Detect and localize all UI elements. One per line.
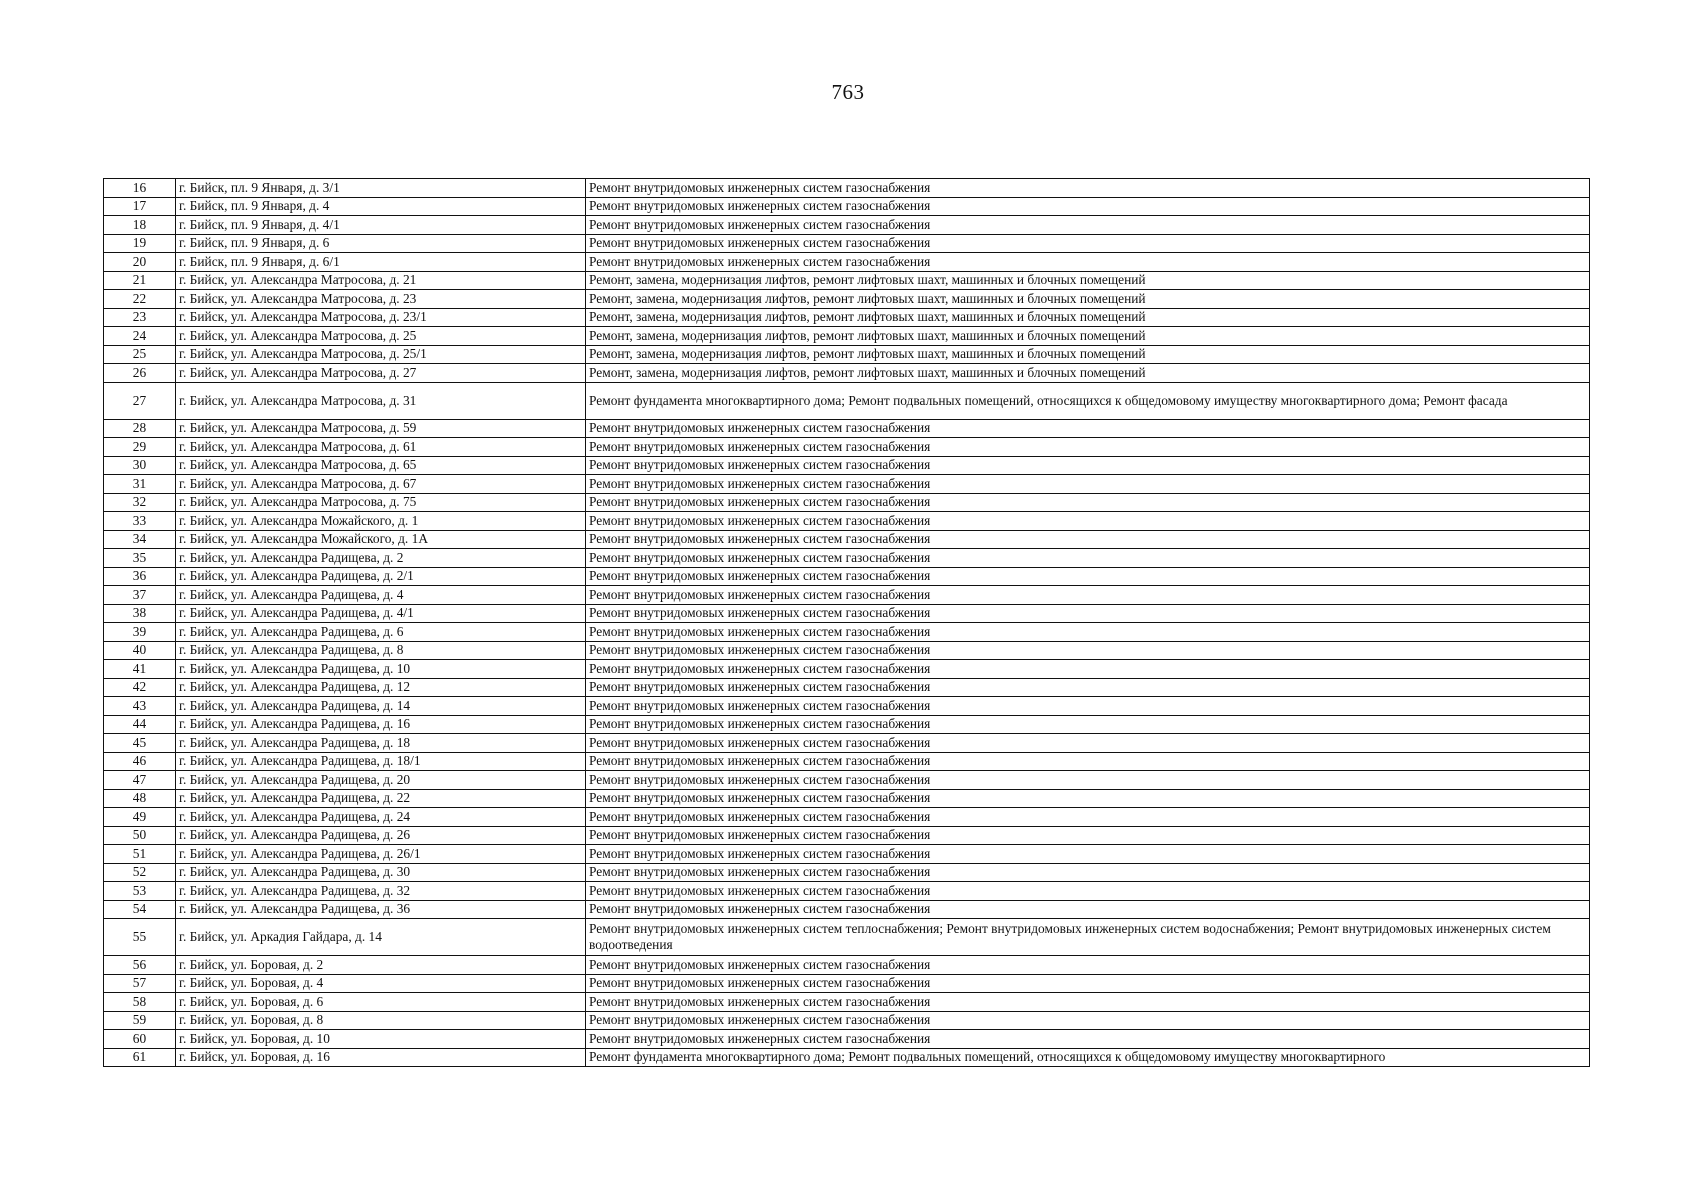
table-body [104, 179, 1590, 1067]
row-number-cell: 18 [104, 216, 176, 235]
row-number-cell: 45 [104, 734, 176, 753]
work-type-cell: Ремонт внутридомовых инженерных систем газоснабжения [586, 1011, 1590, 1030]
table-row [104, 678, 1590, 697]
work-type-cell: Ремонт внутридомовых инженерных систем газоснабжения [586, 678, 1590, 697]
address-cell: г. Бийск, ул. Александра Матросова, д. 31 [176, 382, 586, 419]
address-cell: г. Бийск, ул. Александра Радищева, д. 36 [176, 900, 586, 919]
work-type-cell: Ремонт внутридомовых инженерных систем газоснабжения [586, 197, 1590, 216]
table-row [104, 734, 1590, 753]
row-number-cell: 28 [104, 419, 176, 438]
address-cell: г. Бийск, ул. Боровая, д. 16 [176, 1048, 586, 1067]
address-cell: г. Бийск, ул. Александра Радищева, д. 16 [176, 715, 586, 734]
row-number-cell: 42 [104, 678, 176, 697]
address-cell: г. Бийск, ул. Александра Радищева, д. 2/1 [176, 567, 586, 586]
work-type-cell: Ремонт внутридомовых инженерных систем газоснабжения [586, 567, 1590, 586]
table-row [104, 308, 1590, 327]
address-cell: г. Бийск, ул. Александра Матросова, д. 75 [176, 493, 586, 512]
address-cell: г. Бийск, ул. Александра Матросова, д. 25 [176, 327, 586, 346]
table-row [104, 956, 1590, 975]
work-type-cell: Ремонт, замена, модернизация лифтов, ремонт лифтовых шахт, машинных и блочных помещений [586, 308, 1590, 327]
address-cell: г. Бийск, ул. Александра Радищева, д. 18 [176, 734, 586, 753]
row-number-cell: 41 [104, 660, 176, 679]
address-cell: г. Бийск, ул. Александра Матросова, д. 27 [176, 364, 586, 383]
work-type-cell: Ремонт, замена, модернизация лифтов, ремонт лифтовых шахт, машинных и блочных помещений [586, 290, 1590, 309]
work-type-cell: Ремонт внутридомовых инженерных систем газоснабжения [586, 530, 1590, 549]
row-number-cell: 46 [104, 752, 176, 771]
work-type-cell: Ремонт внутридомовых инженерных систем газоснабжения [586, 438, 1590, 457]
work-type-cell: Ремонт внутридомовых инженерных систем газоснабжения [586, 216, 1590, 235]
row-number-cell: 17 [104, 197, 176, 216]
row-number-cell: 59 [104, 1011, 176, 1030]
work-type-cell: Ремонт внутридомовых инженерных систем теплоснабжения; Ремонт внутридомовых инженерных систем водоснабжения; Ремонт внутридомовых инженерных систем водоотведения [586, 919, 1590, 956]
work-type-cell: Ремонт внутридомовых инженерных систем газоснабжения [586, 604, 1590, 623]
table-row [104, 345, 1590, 364]
table-row [104, 974, 1590, 993]
table-row [104, 456, 1590, 475]
address-cell: г. Бийск, ул. Александра Радищева, д. 24 [176, 808, 586, 827]
row-number-cell: 19 [104, 234, 176, 253]
address-cell: г. Бийск, ул. Александра Матросова, д. 65 [176, 456, 586, 475]
table-row [104, 993, 1590, 1012]
address-cell: г. Бийск, ул. Александра Матросова, д. 25/1 [176, 345, 586, 364]
address-cell: г. Бийск, ул. Александра Матросова, д. 23/1 [176, 308, 586, 327]
table-row [104, 826, 1590, 845]
address-cell: г. Бийск, ул. Александра Матросова, д. 23 [176, 290, 586, 309]
table-row [104, 493, 1590, 512]
row-number-cell: 35 [104, 549, 176, 568]
address-cell: г. Бийск, ул. Александра Радищева, д. 8 [176, 641, 586, 660]
table-row [104, 179, 1590, 198]
row-number-cell: 31 [104, 475, 176, 494]
row-number-cell: 56 [104, 956, 176, 975]
row-number-cell: 25 [104, 345, 176, 364]
table-row [104, 1011, 1590, 1030]
address-cell: г. Бийск, ул. Боровая, д. 10 [176, 1030, 586, 1049]
address-cell: г. Бийск, пл. 9 Января, д. 3/1 [176, 179, 586, 198]
table-row [104, 382, 1590, 419]
work-type-cell: Ремонт внутридомовых инженерных систем газоснабжения [586, 475, 1590, 494]
row-number-cell: 47 [104, 771, 176, 790]
table-row [104, 438, 1590, 457]
work-type-cell: Ремонт внутридомовых инженерных систем газоснабжения [586, 493, 1590, 512]
table-row [104, 549, 1590, 568]
row-number-cell: 24 [104, 327, 176, 346]
work-type-cell: Ремонт, замена, модернизация лифтов, ремонт лифтовых шахт, машинных и блочных помещений [586, 271, 1590, 290]
work-type-cell: Ремонт внутридомовых инженерных систем газоснабжения [586, 419, 1590, 438]
table-row [104, 197, 1590, 216]
row-number-cell: 34 [104, 530, 176, 549]
row-number-cell: 16 [104, 179, 176, 198]
row-number-cell: 36 [104, 567, 176, 586]
row-number-cell: 22 [104, 290, 176, 309]
work-type-cell: Ремонт фундамента многоквартирного дома; Ремонт подвальных помещений, относящихся к общедомовому имуществу многоквартирного [586, 1048, 1590, 1067]
row-number-cell: 58 [104, 993, 176, 1012]
address-cell: г. Бийск, ул. Александра Радищева, д. 30 [176, 863, 586, 882]
table-row [104, 567, 1590, 586]
table-row [104, 1030, 1590, 1049]
address-cell: г. Бийск, ул. Александра Радищева, д. 4/1 [176, 604, 586, 623]
row-number-cell: 52 [104, 863, 176, 882]
address-cell: г. Бийск, ул. Александра Матросова, д. 67 [176, 475, 586, 494]
address-cell: г. Бийск, ул. Александра Радищева, д. 14 [176, 697, 586, 716]
work-type-cell: Ремонт внутридомовых инженерных систем газоснабжения [586, 1030, 1590, 1049]
row-number-cell: 60 [104, 1030, 176, 1049]
table-row [104, 845, 1590, 864]
row-number-cell: 27 [104, 382, 176, 419]
row-number-cell: 48 [104, 789, 176, 808]
work-type-cell: Ремонт внутридомовых инженерных систем газоснабжения [586, 234, 1590, 253]
table-row [104, 900, 1590, 919]
work-type-cell: Ремонт внутридомовых инженерных систем газоснабжения [586, 586, 1590, 605]
work-type-cell: Ремонт внутридомовых инженерных систем газоснабжения [586, 697, 1590, 716]
address-cell: г. Бийск, ул. Александра Радищева, д. 26/1 [176, 845, 586, 864]
work-type-cell: Ремонт внутридомовых инженерных систем газоснабжения [586, 808, 1590, 827]
address-cell: г. Бийск, ул. Боровая, д. 6 [176, 993, 586, 1012]
work-type-cell: Ремонт внутридомовых инженерных систем газоснабжения [586, 789, 1590, 808]
address-cell: г. Бийск, пл. 9 Января, д. 6 [176, 234, 586, 253]
row-number-cell: 53 [104, 882, 176, 901]
row-number-cell: 57 [104, 974, 176, 993]
row-number-cell: 26 [104, 364, 176, 383]
address-cell: г. Бийск, ул. Александра Радищева, д. 2 [176, 549, 586, 568]
table-row [104, 752, 1590, 771]
row-number-cell: 30 [104, 456, 176, 475]
row-number-cell: 23 [104, 308, 176, 327]
work-type-cell: Ремонт внутридомовых инженерных систем газоснабжения [586, 660, 1590, 679]
work-type-cell: Ремонт фундамента многоквартирного дома; Ремонт подвальных помещений, относящихся к общедомовому имуществу многоквартирного дома; Ремонт фасада [586, 382, 1590, 419]
row-number-cell: 44 [104, 715, 176, 734]
row-number-cell: 51 [104, 845, 176, 864]
row-number-cell: 37 [104, 586, 176, 605]
address-cell: г. Бийск, ул. Александра Можайского, д. 1 [176, 512, 586, 531]
table-row [104, 586, 1590, 605]
table-row [104, 604, 1590, 623]
work-type-cell: Ремонт внутридомовых инженерных систем газоснабжения [586, 882, 1590, 901]
table-row [104, 919, 1590, 956]
address-cell: г. Бийск, пл. 9 Января, д. 4 [176, 197, 586, 216]
row-number-cell: 29 [104, 438, 176, 457]
row-number-cell: 61 [104, 1048, 176, 1067]
work-type-cell: Ремонт внутридомовых инженерных систем газоснабжения [586, 771, 1590, 790]
address-cell: г. Бийск, ул. Александра Радищева, д. 32 [176, 882, 586, 901]
address-cell: г. Бийск, ул. Александра Радищева, д. 22 [176, 789, 586, 808]
table-row [104, 863, 1590, 882]
table-row [104, 789, 1590, 808]
row-number-cell: 40 [104, 641, 176, 660]
work-type-cell: Ремонт внутридомовых инженерных систем газоснабжения [586, 826, 1590, 845]
table-row [104, 715, 1590, 734]
table-row [104, 475, 1590, 494]
table-row [104, 530, 1590, 549]
address-cell: г. Бийск, ул. Боровая, д. 2 [176, 956, 586, 975]
work-type-cell: Ремонт внутридомовых инженерных систем газоснабжения [586, 179, 1590, 198]
work-type-cell: Ремонт внутридомовых инженерных систем газоснабжения [586, 752, 1590, 771]
table-row [104, 512, 1590, 531]
work-type-cell: Ремонт внутридомовых инженерных систем газоснабжения [586, 512, 1590, 531]
table-row [104, 327, 1590, 346]
address-cell: г. Бийск, пл. 9 Января, д. 4/1 [176, 216, 586, 235]
address-cell: г. Бийск, ул. Аркадия Гайдара, д. 14 [176, 919, 586, 956]
table-row [104, 271, 1590, 290]
work-type-cell: Ремонт внутридомовых инженерных систем газоснабжения [586, 549, 1590, 568]
table-row [104, 216, 1590, 235]
row-number-cell: 54 [104, 900, 176, 919]
address-cell: г. Бийск, ул. Александра Радищева, д. 12 [176, 678, 586, 697]
work-type-cell: Ремонт внутридомовых инженерных систем газоснабжения [586, 253, 1590, 272]
row-number-cell: 50 [104, 826, 176, 845]
table-row [104, 234, 1590, 253]
page-number: 763 [831, 80, 865, 104]
table-row [104, 808, 1590, 827]
row-number-cell: 32 [104, 493, 176, 512]
table-row [104, 660, 1590, 679]
work-type-cell: Ремонт внутридомовых инженерных систем газоснабжения [586, 900, 1590, 919]
address-cell: г. Бийск, ул. Александра Радищева, д. 10 [176, 660, 586, 679]
work-type-cell: Ремонт внутридомовых инженерных систем газоснабжения [586, 956, 1590, 975]
address-cell: г. Бийск, ул. Боровая, д. 4 [176, 974, 586, 993]
row-number-cell: 55 [104, 919, 176, 956]
work-type-cell: Ремонт, замена, модернизация лифтов, ремонт лифтовых шахт, машинных и блочных помещений [586, 327, 1590, 346]
row-number-cell: 49 [104, 808, 176, 827]
address-cell: г. Бийск, ул. Александра Матросова, д. 21 [176, 271, 586, 290]
work-type-cell: Ремонт внутридомовых инженерных систем газоснабжения [586, 734, 1590, 753]
table-row [104, 1048, 1590, 1067]
table-row [104, 641, 1590, 660]
address-cell: г. Бийск, ул. Александра Матросова, д. 59 [176, 419, 586, 438]
address-cell: г. Бийск, ул. Александра Радищева, д. 6 [176, 623, 586, 642]
table-row [104, 290, 1590, 309]
row-number-cell: 43 [104, 697, 176, 716]
work-type-cell: Ремонт внутридомовых инженерных систем газоснабжения [586, 641, 1590, 660]
address-cell: г. Бийск, пл. 9 Января, д. 6/1 [176, 253, 586, 272]
row-number-cell: 33 [104, 512, 176, 531]
table-row [104, 419, 1590, 438]
address-cell: г. Бийск, ул. Александра Радищева, д. 4 [176, 586, 586, 605]
work-type-cell: Ремонт внутридомовых инженерных систем газоснабжения [586, 863, 1590, 882]
table-row [104, 364, 1590, 383]
address-cell: г. Бийск, ул. Боровая, д. 8 [176, 1011, 586, 1030]
address-cell: г. Бийск, ул. Александра Радищева, д. 20 [176, 771, 586, 790]
work-type-cell: Ремонт внутридомовых инженерных систем газоснабжения [586, 623, 1590, 642]
work-type-cell: Ремонт, замена, модернизация лифтов, ремонт лифтовых шахт, машинных и блочных помещений [586, 364, 1590, 383]
address-cell: г. Бийск, ул. Александра Радищева, д. 18/1 [176, 752, 586, 771]
work-type-cell: Ремонт, замена, модернизация лифтов, ремонт лифтовых шахт, машинных и блочных помещений [586, 345, 1590, 364]
table-row [104, 623, 1590, 642]
table-row [104, 771, 1590, 790]
address-cell: г. Бийск, ул. Александра Радищева, д. 26 [176, 826, 586, 845]
repair-works-table [103, 178, 1590, 1067]
address-cell: г. Бийск, ул. Александра Матросова, д. 61 [176, 438, 586, 457]
row-number-cell: 20 [104, 253, 176, 272]
work-type-cell: Ремонт внутридомовых инженерных систем газоснабжения [586, 845, 1590, 864]
table-row [104, 697, 1590, 716]
table-row [104, 882, 1590, 901]
row-number-cell: 21 [104, 271, 176, 290]
work-type-cell: Ремонт внутридомовых инженерных систем газоснабжения [586, 456, 1590, 475]
row-number-cell: 38 [104, 604, 176, 623]
row-number-cell: 39 [104, 623, 176, 642]
work-type-cell: Ремонт внутридомовых инженерных систем газоснабжения [586, 715, 1590, 734]
work-type-cell: Ремонт внутридомовых инженерных систем газоснабжения [586, 993, 1590, 1012]
address-cell: г. Бийск, ул. Александра Можайского, д. 1А [176, 530, 586, 549]
table-row [104, 253, 1590, 272]
work-type-cell: Ремонт внутридомовых инженерных систем газоснабжения [586, 974, 1590, 993]
